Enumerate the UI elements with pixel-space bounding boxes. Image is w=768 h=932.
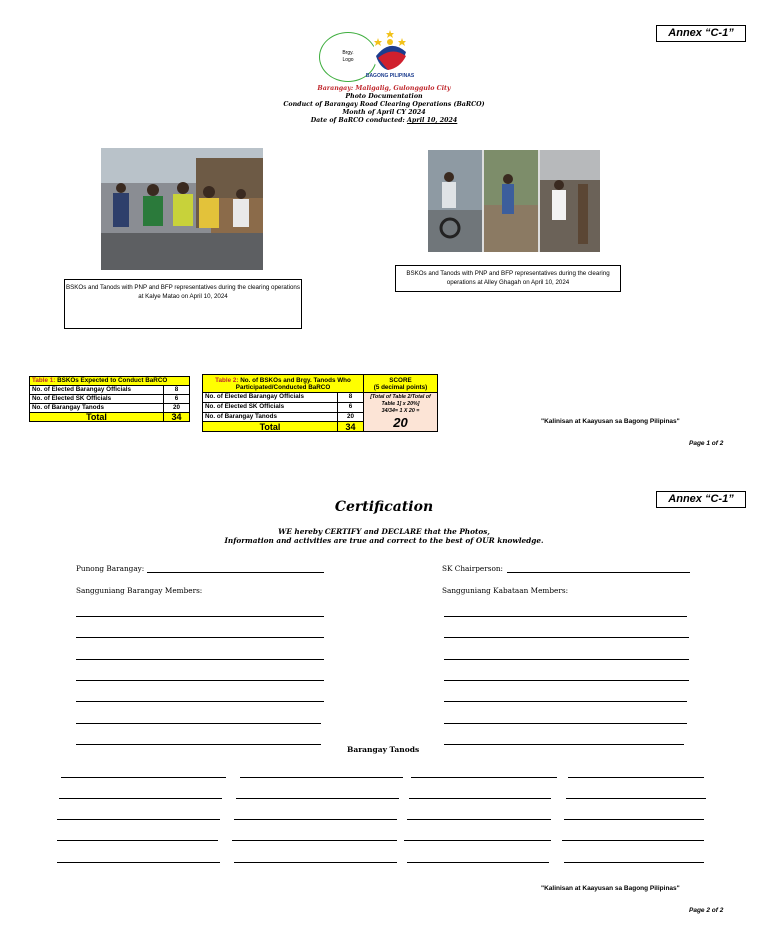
sb-member-signature-line (76, 744, 321, 745)
sk-member-signature-line (444, 701, 687, 702)
table-total-row: Total 34 (203, 422, 438, 432)
tanod-signature-line (407, 819, 551, 820)
sb-members-label: Sangguniang Barangay Members: (76, 586, 203, 595)
sk-chairperson-signature-line (507, 572, 690, 573)
table-row: No. of Elected SK Officials 6 (203, 402, 438, 412)
tanod-signature-line (562, 840, 704, 841)
photo-caption-left: BSKOs and Tanods with PNP and BFP representatives during the clearing operations at Kalye Matao on April 10, 2024 (64, 279, 302, 329)
sb-member-signature-line (76, 616, 324, 617)
tanod-signature-line (566, 798, 706, 799)
sb-member-signature-line (76, 723, 321, 724)
photo-kalye-matao (101, 148, 263, 270)
table-row: No. of Barangay Tanods 20 (30, 404, 190, 413)
table-2-title: Table 2: No. of BSKOs and Brgy. Tanods Who Participated/Conducted BaRCO (203, 375, 364, 393)
barangay-name: Barangay: Maligalig, Gulonggulo City (317, 85, 451, 92)
barco-date: April 10, 2024 (407, 117, 458, 124)
sb-member-signature-line (76, 637, 324, 638)
tanod-signature-line (61, 777, 226, 778)
tanod-signature-line (57, 840, 218, 841)
annex-label-page-2: Annex “C-1” (656, 491, 746, 508)
barangay-tanods-label: Barangay Tanods (347, 745, 420, 754)
sb-member-signature-line (76, 701, 324, 702)
tanod-signature-line (409, 798, 551, 799)
table-2-participated: Table 2: No. of BSKOs and Brgy. Tanods Who Participated/Conducted BaRCO SCORE (5 decimal points) No. of Elected Barangay Officials 8 [Total of Table 2/Total of Table 1] x 20%] 34/34= 1 X 20 = 20 No. of Elected SK Officials 6 No. of Barangay Tanods 20 Total 34 (202, 374, 438, 432)
certification-text: WE hereby CERTIFY and DECLARE that the Photos, Information and activities are true and correct to the best of OUR knowledge. (224, 527, 544, 545)
tanod-signature-line (59, 798, 222, 799)
tanod-signature-line (232, 840, 397, 841)
tanod-signature-line (407, 862, 549, 863)
sk-chairperson-label: SK Chairperson: (442, 564, 503, 573)
tanod-signature-line (234, 862, 397, 863)
table-1-title: Table 1: BSKOs Expected to Conduct BaRCO (30, 377, 190, 386)
score-value: 20 (393, 415, 408, 430)
sk-member-signature-line (444, 723, 687, 724)
slogan-page-1: "Kalinisan at Kaayusan sa Bagong Pilipinas" (541, 418, 680, 425)
tanod-signature-line (568, 777, 704, 778)
table-row: No. of Barangay Tanods 20 (203, 412, 438, 422)
punong-barangay-signature-line (147, 572, 324, 573)
document-header: Barangay: Maligalig, Gulonggulo City Photo Documentation Conduct of Barangay Road Clearing Operations (BaRCO) Month of April CY 2024 Date of BaRCO conducted: April 10, 2024 (234, 85, 534, 125)
tanod-signature-line (564, 862, 704, 863)
tanod-signature-line (234, 819, 397, 820)
slogan-page-2: "Kalinisan at Kaayusan sa Bagong Pilipinas" (541, 885, 680, 892)
barangay-logo-placeholder: Brgy. Logo (319, 32, 377, 82)
sb-member-signature-line (76, 680, 324, 681)
certification-title: Certification (334, 499, 434, 515)
tanod-signature-line (240, 777, 403, 778)
sk-member-signature-line (444, 659, 689, 660)
sk-member-signature-line (444, 680, 689, 681)
table-total-row: Total 34 (30, 413, 190, 422)
sk-members-label: Sangguniang Kabataan Members: (442, 586, 569, 595)
bagong-pilipinas-logo: BAGONG PILIPINAS (362, 28, 418, 82)
page-number-2: Page 2 of 2 (689, 907, 724, 914)
photo-caption-right: BSKOs and Tanods with PNP and BFP representatives during the clearing operations at Alley Ghagah on April 10, 2024 (395, 265, 621, 292)
sk-member-signature-line (444, 637, 689, 638)
tanod-signature-line (236, 798, 399, 799)
tanod-signature-line (57, 819, 220, 820)
tanod-signature-line (411, 777, 557, 778)
sb-member-signature-line (76, 659, 324, 660)
sk-member-signature-line (444, 616, 687, 617)
table-row: No. of Elected Barangay Officials 8 [Total of Table 2/Total of Table 1] x 20%] 34/34= 1 X 20 = 20 (203, 393, 438, 403)
annex-label: Annex “C-1” (656, 25, 746, 42)
page-number-1: Page 1 of 2 (689, 440, 724, 447)
tanod-signature-line (57, 862, 220, 863)
tanod-signature-line (404, 840, 551, 841)
table-1-expected (29, 376, 190, 422)
sk-member-signature-line (444, 744, 684, 745)
tanod-signature-line (564, 819, 704, 820)
table-row: No. of Elected SK Officials 6 (30, 395, 190, 404)
table-row: No. of Elected Barangay Officials 8 (30, 386, 190, 395)
photo-alley-ghagah (428, 150, 600, 252)
punong-barangay-label: Punong Barangay: (76, 564, 145, 573)
